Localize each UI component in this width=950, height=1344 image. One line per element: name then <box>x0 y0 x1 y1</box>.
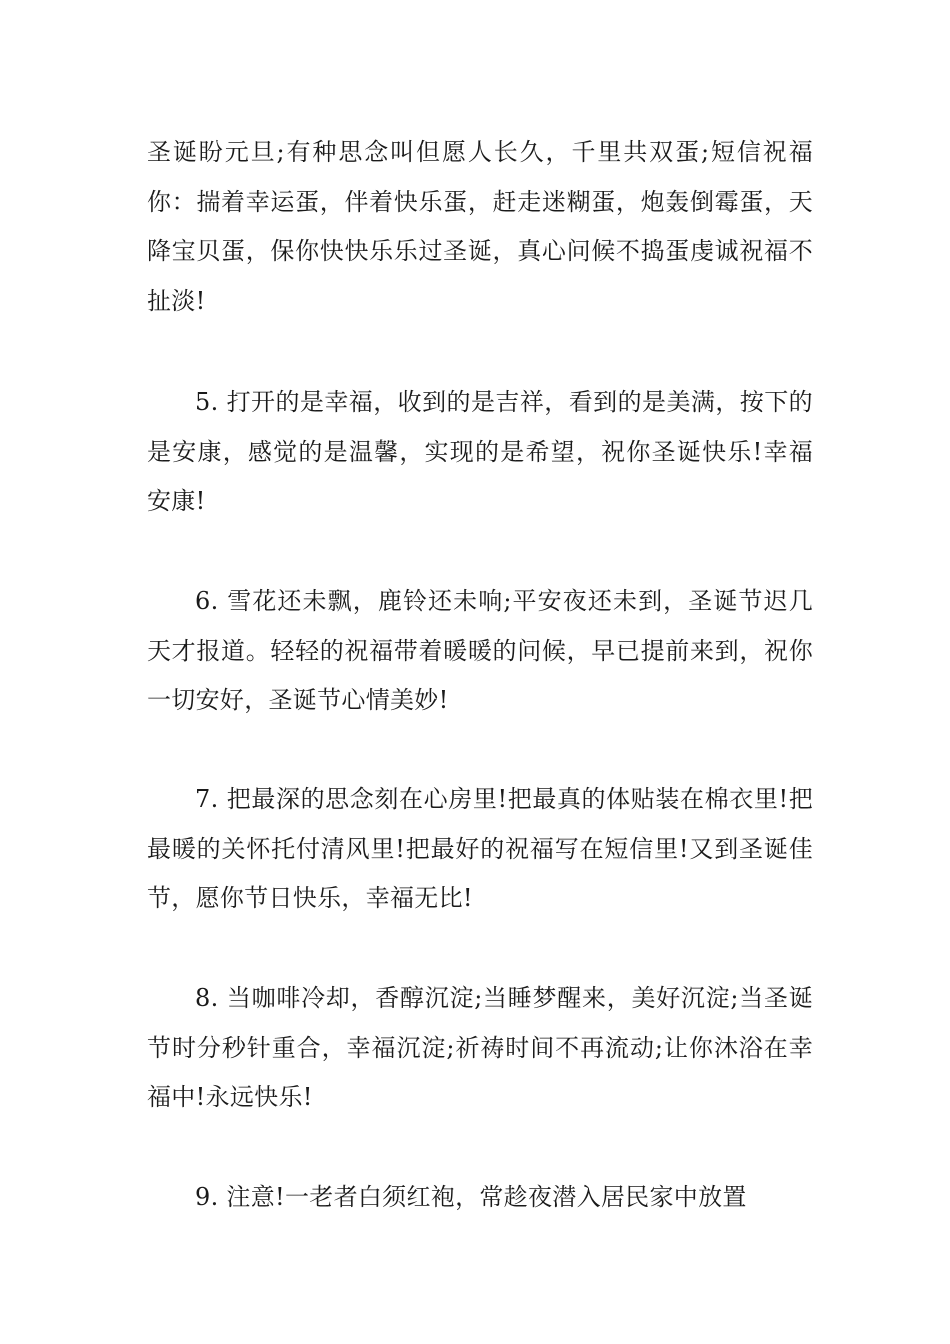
paragraph-item-9: 9. 注意!一老者白须红袍，常趁夜潜入居民家中放置 <box>195 1183 747 1211</box>
paragraph-continued: 圣诞盼元旦;有种思念叫但愿人长久，千里共双蛋;短信祝福你：揣着幸运蛋，伴着快乐蛋，赶走迷糊蛋，炮轰倒霉蛋，天降宝贝蛋，保你快快乐乐过圣诞，真心问候不捣蛋虔诚祝福不扯淡! <box>147 138 813 315</box>
paragraph-item-7: 7. 把最深的思念刻在心房里!把最真的体贴装在棉衣里!把最暖的关怀托付清风里!把最好的祝福写在短信里!又到圣诞佳节，愿你节日快乐，幸福无比! <box>147 785 813 912</box>
paragraph-item-6: 6. 雪花还未飘，鹿铃还未响;平安夜还未到，圣诞节迟几天才报道。轻轻的祝福带着暖暖的问候，早已提前来到，祝你一切安好，圣诞节心情美妙! <box>147 587 813 714</box>
paragraph-item-5: 5. 打开的是幸福，收到的是吉祥，看到的是美满，按下的是安康，感觉的是温馨，实现的是希望，祝你圣诞快乐!幸福安康! <box>147 388 813 515</box>
paragraph-item-8: 8. 当咖啡冷却，香醇沉淀;当睡梦醒来，美好沉淀;当圣诞节时分秒针重合，幸福沉淀;祈祷时间不再流动;让你沐浴在幸福中!永远快乐! <box>147 984 813 1111</box>
